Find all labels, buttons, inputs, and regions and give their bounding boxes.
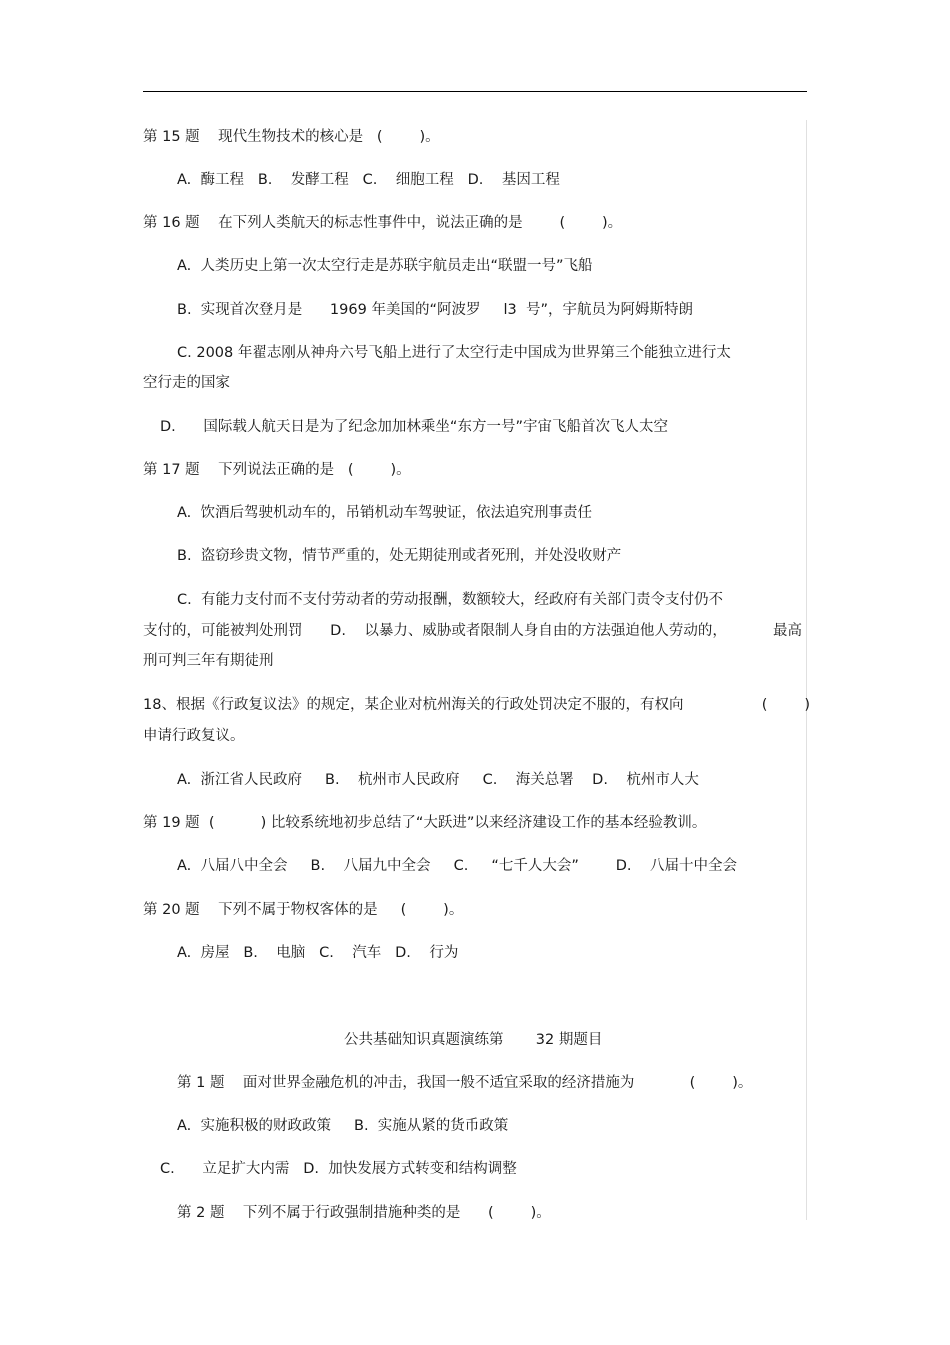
q16-question: 第 16 题 在下列人类航天的标志性事件中，说法正确的是 ( )。	[143, 215, 623, 231]
q20-question: 第 20 题 下列不属于物权客体的是 ( )。	[143, 902, 464, 918]
q19-question: 第 19 题 ( ) 比较系统地初步总结了“大跃进”以来经济建设工作的基本经验教训。	[143, 815, 707, 831]
q18-question-cont: 申请行政复议。	[143, 728, 245, 744]
q16-option-d: D. 国际载人航天日是为了纪念加加林乘坐“东方一号”宇宙飞船首次飞人太空	[160, 419, 668, 435]
s32-q1-options-cd: C. 立足扩大内需 D. 加快发展方式转变和结构调整	[160, 1161, 517, 1177]
s32-q1-question: 第 1 题 面对世界金融危机的冲击，我国一般不适宜采取的经济措施为 ( )。	[177, 1075, 753, 1091]
q16-option-c: C. 2008 年翟志刚从神舟六号飞船上进行了太空行走中国成为世界第三个能独立进行太	[177, 345, 731, 361]
s32-q1-options-ab: A. 实施积极的财政政策 B. 实施从紧的货币政策	[177, 1118, 509, 1134]
right-margin-line	[806, 120, 807, 1220]
q17-option-d-cont: 刑可判三年有期徒刑	[143, 653, 274, 669]
q15-question: 第 15 题 现代生物技术的核心是 ( )。	[143, 129, 440, 145]
q18-options: A. 浙江省人民政府 B. 杭州市人民政府 C. 海关总署 D. 杭州市人大	[177, 772, 699, 788]
q17-option-c-d: 支付的，可能被判处刑罚 D. 以暴力、威胁或者限制人身自由的方法强迫他人劳动的， 最高	[143, 623, 802, 639]
q20-options: A. 房屋 B. 电脑 C. 汽车 D. 行为	[177, 945, 459, 961]
section-title: 公共基础知识真题演练第 32 期题目	[344, 1032, 603, 1048]
q19-options: A. 八届八中全会 B. 八届九中全会 C. “七千人大会” D. 八届十中全会	[177, 858, 737, 874]
q16-option-b: B. 实现首次登月是 1969 年美国的“阿波罗 l3 号”，宇航员为阿姆斯特朗	[177, 302, 693, 318]
q17-question: 第 17 题 下列说法正确的是 ( )。	[143, 462, 411, 478]
q16-option-c-cont: 空行走的国家	[143, 375, 230, 391]
q17-option-c: C. 有能力支付而不支付劳动者的劳动报酬，数额较大，经政府有关部门责令支付仍不	[177, 592, 723, 608]
q17-option-b: B. 盗窃珍贵文物，情节严重的，处无期徒刑或者死刑，并处没收财产	[177, 548, 622, 564]
q16-option-a: A. 人类历史上第一次太空行走是苏联宇航员走出“联盟一号”飞船	[177, 258, 593, 274]
q18-question: 18、根据《行政复议法》的规定，某企业对杭州海关的行政处罚决定不服的，有权向 ( )	[143, 697, 810, 713]
s32-q2-question: 第 2 题 下列不属于行政强制措施种类的是 ( )。	[177, 1205, 551, 1221]
header-rule	[143, 91, 807, 92]
q15-options: A. 酶工程 B. 发酵工程 C. 细胞工程 D. 基因工程	[177, 172, 560, 188]
q17-option-a: A. 饮酒后驾驶机动车的，吊销机动车驾驶证，依法追究刑事责任	[177, 505, 592, 521]
